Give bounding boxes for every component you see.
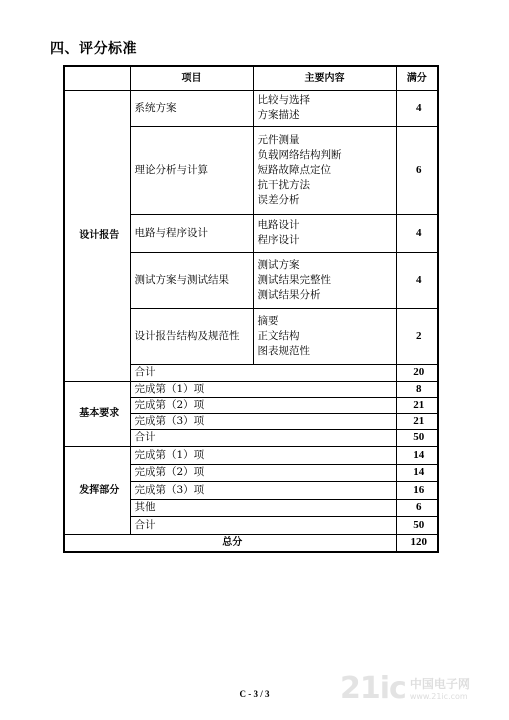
row-item: 其他: [130, 499, 396, 516]
row-item: 完成第（3）项: [130, 481, 396, 499]
grand-total-label: 总分: [64, 534, 396, 552]
content-line: 元件测量: [257, 133, 300, 146]
content-line: 方案描述: [257, 109, 300, 121]
content-line: 正文结构: [257, 329, 300, 342]
row-item: 设计报告结构及规范性: [130, 308, 253, 364]
watermark-url: www.21ic.com: [409, 692, 468, 701]
watermark-logo: 21ic: [340, 670, 406, 706]
content-line: 摘要: [257, 314, 279, 327]
row-score: 6: [396, 499, 438, 516]
header-score: 满分: [396, 66, 438, 90]
content-line: 负载网络结构判断: [257, 148, 342, 161]
table-row: [64, 381, 438, 397]
content-line: 短路故障点定位: [257, 163, 331, 176]
content-line: 电路设计: [257, 219, 300, 231]
row-item: 完成第（2）项: [130, 464, 396, 481]
content-line: 程序设计: [257, 234, 300, 246]
watermark-text: [410, 675, 470, 701]
row-item: 合计: [130, 364, 396, 381]
row-item: 电路与程序设计: [130, 214, 253, 252]
content-line: 测试结果完整性: [257, 273, 331, 286]
table-header-row: [64, 66, 438, 90]
row-item: 完成第（1）项: [130, 381, 396, 397]
category-extended: 发挥部分: [64, 446, 130, 534]
header-content: 主要内容: [253, 66, 396, 90]
row-score: 4: [396, 252, 438, 308]
row-content: [253, 308, 396, 364]
row-score: 4: [396, 214, 438, 252]
row-score: 21: [396, 397, 438, 413]
category-design-report: 设计报告: [64, 90, 130, 381]
row-content: [253, 90, 396, 126]
row-score: 6: [396, 126, 438, 214]
scoring-table: [63, 65, 439, 553]
row-item: 完成第（2）项: [130, 397, 396, 413]
row-score: 2: [396, 308, 438, 364]
content-line: 测试方案: [257, 258, 300, 271]
content-line: 误差分析: [257, 193, 300, 206]
row-score: 4: [396, 90, 438, 126]
table-row: [64, 446, 438, 464]
row-item: 合计: [130, 429, 396, 446]
row-score: 14: [396, 464, 438, 481]
row-item: 理论分析与计算: [130, 126, 253, 214]
page-footer: C - 3 / 3: [239, 689, 270, 699]
row-score: 16: [396, 481, 438, 499]
section-heading: 四、评分标准: [50, 41, 137, 57]
content-line: 测试结果分析: [257, 288, 321, 301]
row-score: 8: [396, 381, 438, 397]
table-row: [64, 90, 438, 126]
row-content: [253, 126, 396, 214]
header-empty-cell: [64, 66, 130, 90]
row-item: 系统方案: [130, 90, 253, 126]
row-score: 50: [396, 429, 438, 446]
row-item: 合计: [130, 516, 396, 534]
row-score: 21: [396, 413, 438, 429]
row-content: [253, 252, 396, 308]
watermark-site-name: 中国电子网: [409, 677, 470, 691]
row-score: 14: [396, 446, 438, 464]
content-line: 图表规范性: [257, 344, 310, 357]
row-score: 50: [396, 516, 438, 534]
content-line: 比较与选择: [257, 94, 310, 106]
grand-total-score: 120: [396, 534, 438, 552]
row-score: 20: [396, 364, 438, 381]
grand-total-row: [64, 534, 438, 552]
watermark: [340, 668, 470, 708]
content-line: 抗干扰方法: [257, 178, 310, 191]
category-basic: 基本要求: [64, 381, 130, 446]
row-item: 测试方案与测试结果: [130, 252, 253, 308]
row-content: [253, 214, 396, 252]
row-item: 完成第（3）项: [130, 413, 396, 429]
row-item: 完成第（1）项: [130, 446, 396, 464]
header-item: 项目: [130, 66, 253, 90]
